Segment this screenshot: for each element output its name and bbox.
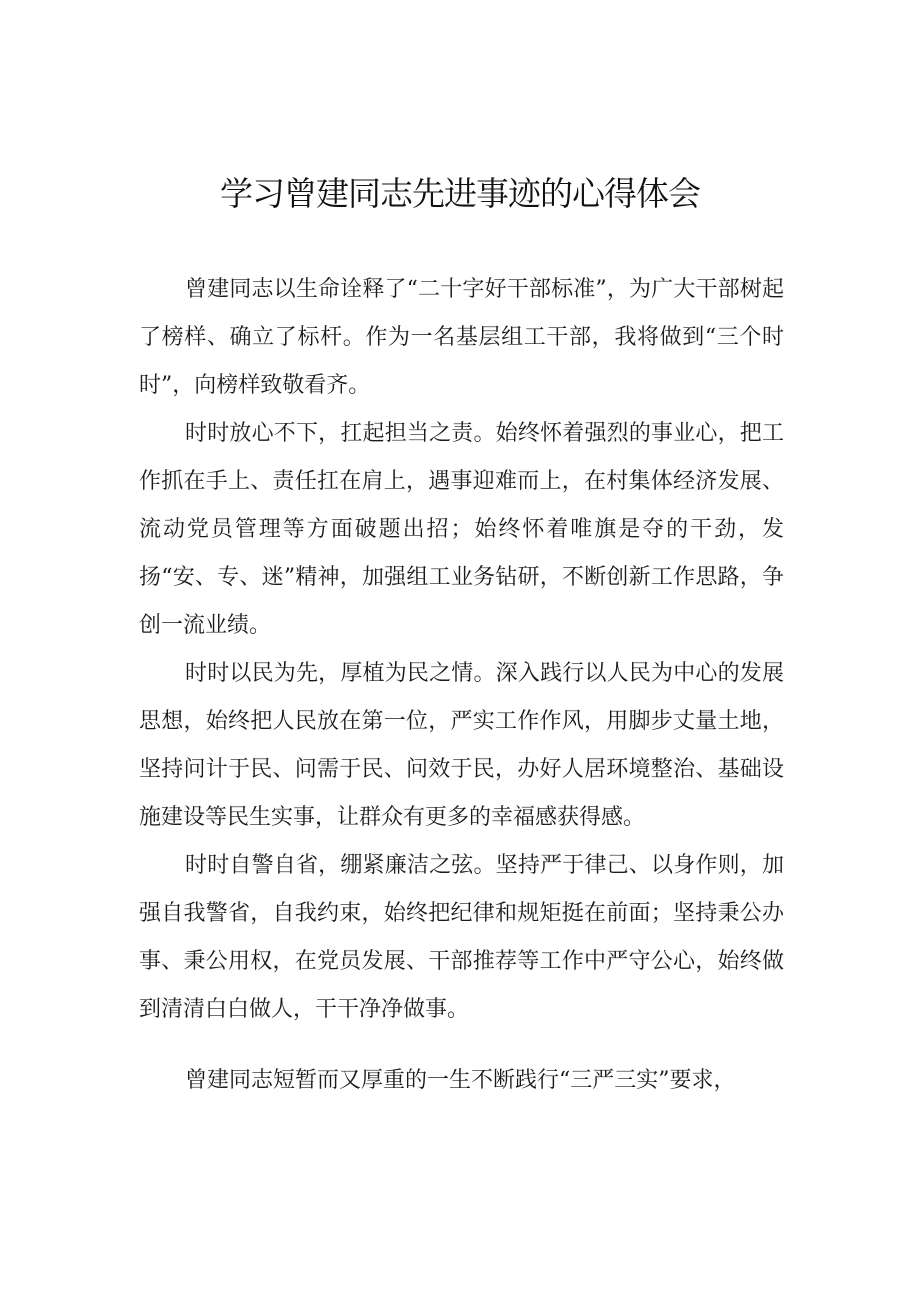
paragraph-closing: 曾建同志短暂而又厚重的一生不断践行“三严三实”要求， bbox=[185, 1068, 736, 1093]
paragraph-people-first: 时时以民为先，厚植为民之情。深入践行以人民为中心的发展思想，始终把人民放在第一位，严实工作作风，用脚步丈量土地，坚持问计于民、问需于民、问效于民，办好人居环境整治、基础设施建设等民生实事，让群众有更多的幸福感获得感。 bbox=[139, 661, 784, 830]
paragraph-self-discipline: 时时自警自省，绷紧廉洁之弦。坚持严于律己、以身作则，加强自我警省，自我约束，始终把纪律和规矩挺在前面；坚持秉公办事、秉公用权，在党员发展、干部推荐等工作中严守公心，始终做到清清白白做人，干干净净做事。 bbox=[139, 853, 784, 1022]
document-body-continued bbox=[139, 1057, 784, 1105]
document-title: 学习曾建同志先进事迹的心得体会 bbox=[220, 174, 700, 213]
document-body bbox=[139, 266, 784, 1034]
paragraph-intro: 曾建同志以生命诠释了“二十字好干部标准”，为广大干部树起了榜样、确立了标杆。作为一名基层组工干部，我将做到“三个时时”，向榜样致敬看齐。 bbox=[139, 277, 784, 398]
paragraph-responsibility: 时时放心不下，扛起担当之责。始终怀着强烈的事业心，把工作抓在手上、责任扛在肩上，遇事迎难而上，在村集体经济发展、流动党员管理等方面破题出招；始终怀着唯旗是夺的干劲，发扬“安、专、迷”精神，加强组工业务钻研，不断创新工作思路，争创一流业绩。 bbox=[139, 421, 784, 638]
